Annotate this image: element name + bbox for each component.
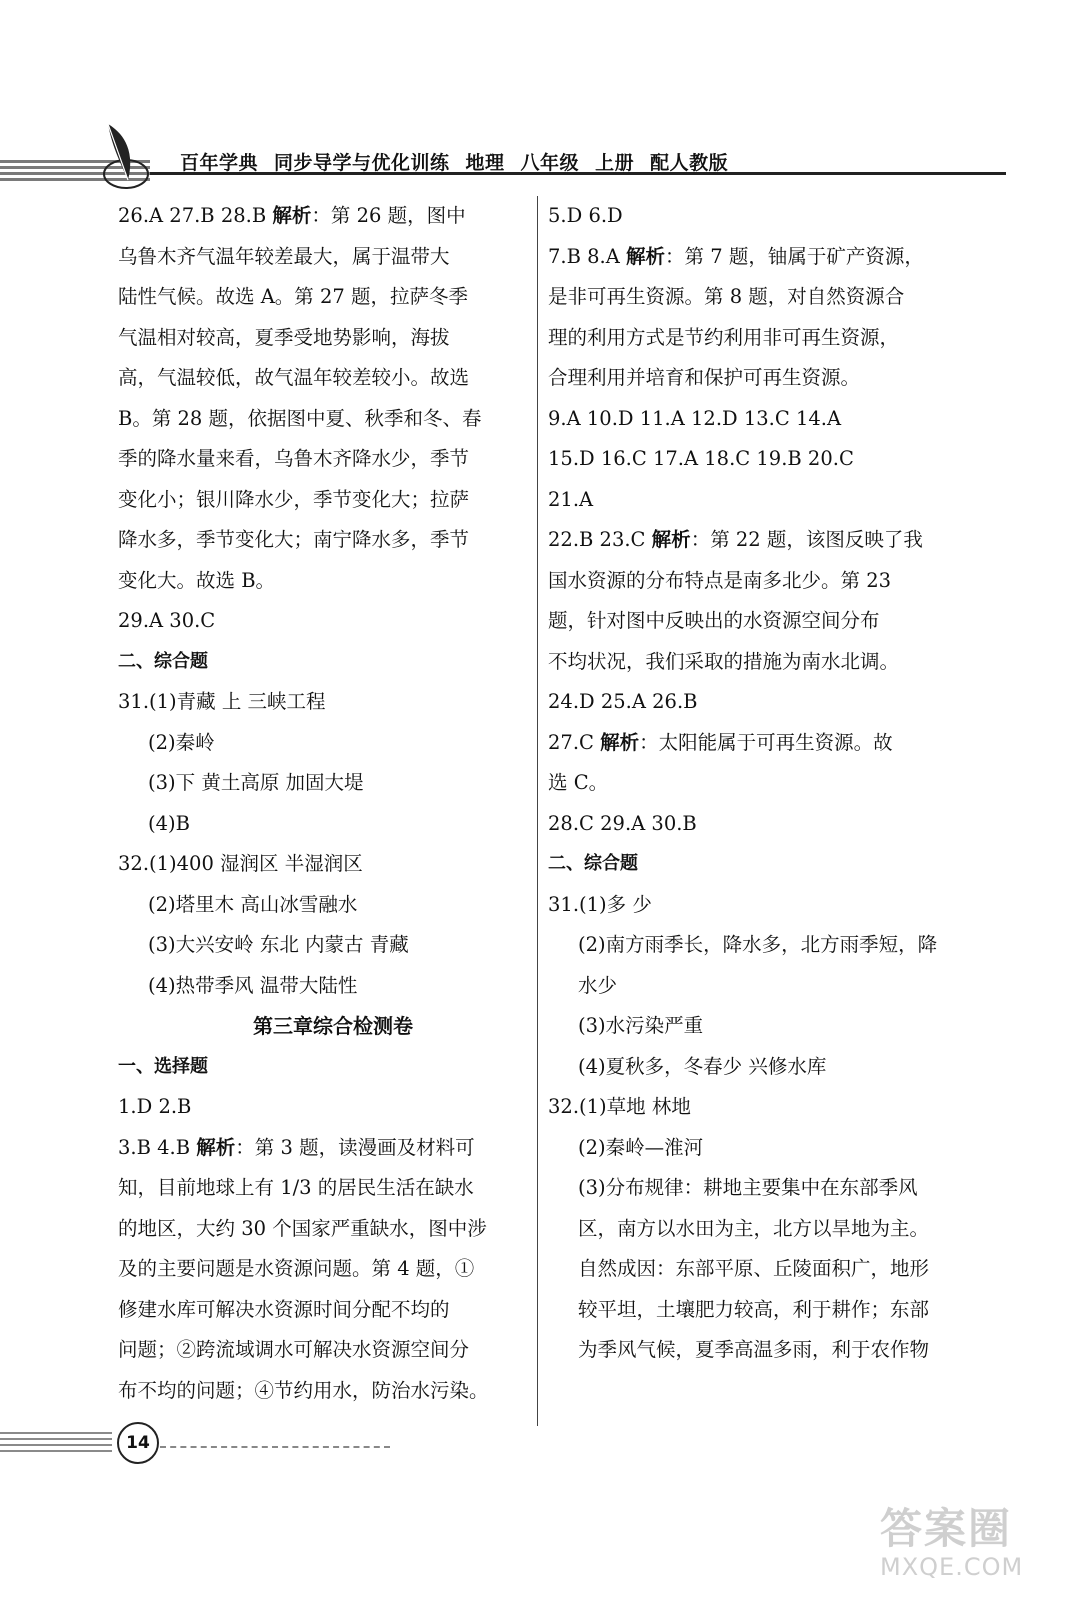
- section-heading: [118, 1047, 528, 1088]
- line-text: 第三章综合检测卷: [253, 1014, 413, 1038]
- section-heading: [548, 844, 978, 885]
- analysis-label: 解析: [196, 1135, 236, 1159]
- line-text-rest: ：第 22 题，该图反映了我: [690, 528, 923, 551]
- line-text: 26.A 27.B 28.B: [118, 204, 273, 227]
- line-text-rest: ：第 7 题，铀属于矿产资源，: [665, 244, 924, 268]
- answer-line: [118, 1087, 528, 1128]
- header-item: 地理: [465, 152, 505, 174]
- header-item: 八年级: [520, 152, 580, 174]
- line-text: 9.A 10.D 11.A 12.D 13.C 14.A: [548, 406, 842, 430]
- answer-line: [548, 763, 978, 804]
- line-text: 不均状况，我们采取的措施为南水北调。: [548, 649, 900, 673]
- answer-line: [548, 1330, 978, 1371]
- line-text: 24.D 25.A 26.B: [548, 690, 698, 713]
- left-column: [118, 196, 528, 1411]
- answer-line: [548, 966, 978, 1007]
- line-text: (2)秦岭: [148, 730, 215, 754]
- header-item: 配人教版: [650, 152, 729, 174]
- line-text: (3)分布规律：耕地主要集中在东部季风: [578, 1176, 918, 1199]
- answer-line: [118, 804, 528, 845]
- line-text: 问题；②跨流域调水可解决水资源空间分: [118, 1338, 470, 1361]
- answer-line: [548, 399, 978, 440]
- line-text: 3.B 4.B: [118, 1135, 197, 1159]
- line-text: 降水多，季节变化大；南宁降水多，季节: [118, 528, 470, 551]
- answer-line: [548, 439, 978, 480]
- answer-line: [118, 885, 528, 926]
- analysis-label: 解析: [651, 528, 691, 551]
- answer-line: [548, 277, 978, 318]
- line-text-rest: ：第 3 题，读漫画及材料可: [235, 1135, 475, 1159]
- answer-line: [118, 480, 528, 521]
- line-text: (3)大兴安岭 东北 内蒙古 青藏: [148, 933, 409, 956]
- line-text: 自然成因：东部平原、丘陵面积广，地形: [578, 1257, 930, 1280]
- line-text: 32.(1)草地 林地: [548, 1095, 691, 1118]
- line-text: 高，气温较低，故气温年较差较小。故选: [118, 366, 470, 389]
- answer-line: [118, 763, 528, 804]
- answer-line: [118, 1290, 528, 1331]
- line-text: 32.(1)400 湿润区 半湿润区: [118, 852, 363, 875]
- answer-line: [118, 1249, 528, 1290]
- answer-line: [118, 237, 528, 278]
- line-text: 是非可再生资源。第 8 题，对自然资源合: [548, 285, 905, 308]
- line-text: 二、综合题: [118, 650, 208, 672]
- line-text: 31.(1)多 少: [548, 892, 652, 916]
- line-text: (4)夏秋多，冬春少 兴修水库: [578, 1054, 827, 1078]
- answer-line: [118, 1371, 528, 1412]
- line-text: 及的主要问题是水资源问题。第 4 题，①: [118, 1257, 475, 1280]
- answer-line: [118, 601, 528, 642]
- answer-line: [548, 196, 978, 237]
- chapter-title: [118, 1006, 528, 1047]
- column-divider: [537, 196, 538, 1426]
- answer-line: [548, 1290, 978, 1331]
- feather-pen-icon: [98, 122, 154, 192]
- answer-line: [118, 723, 528, 764]
- footer-stripes: [0, 1432, 112, 1456]
- line-text: (2)南方雨季长，降水多，北方雨季短，降: [578, 933, 938, 956]
- answer-line: [548, 1128, 978, 1169]
- answer-line: [118, 844, 528, 885]
- answer-line: [548, 520, 978, 561]
- line-text: 1.D 2.B: [118, 1095, 192, 1118]
- answer-line: [548, 1047, 978, 1088]
- answer-line: [118, 277, 528, 318]
- line-text: 7.B 8.A: [548, 244, 627, 268]
- line-text: 29.A 30.C: [118, 609, 216, 632]
- answer-line: [118, 1330, 528, 1371]
- line-text: 31.(1)青藏 上 三峡工程: [118, 690, 326, 713]
- header-item: 同步导学与优化训练: [274, 152, 450, 174]
- answer-line: [118, 1168, 528, 1209]
- line-text: B。第 28 题，依据图中夏、秋季和冬、春: [118, 406, 482, 430]
- answer-line: [118, 399, 528, 440]
- line-text: 21.A: [548, 487, 594, 511]
- line-text: 季的降水量来看，乌鲁木齐降水少，季节: [118, 447, 470, 470]
- answer-line: [548, 480, 978, 521]
- answer-line: [118, 925, 528, 966]
- watermark-url: MXQE.COM: [880, 1553, 1024, 1581]
- answer-line: [548, 1249, 978, 1290]
- line-text: (2)塔里木 高山冰雪融水: [148, 892, 358, 916]
- line-text: 修建水库可解决水资源时间分配不均的: [118, 1297, 450, 1321]
- line-text: 合理利用并培育和保护可再生资源。: [548, 366, 861, 389]
- line-text: 区，南方以水田为主，北方以旱地为主。: [578, 1216, 930, 1240]
- line-text: 为季风气候，夏季高温多雨，利于农作物: [578, 1338, 930, 1361]
- answer-line: [548, 642, 978, 683]
- line-text: 陆性气候。故选 A。第 27 题，拉萨冬季: [118, 285, 468, 308]
- line-text: (4)B: [148, 811, 190, 835]
- answer-line: [548, 1168, 978, 1209]
- answer-line: [118, 1128, 528, 1169]
- line-text: 的地区，大约 30 个国家严重缺水，图中涉: [118, 1216, 487, 1240]
- analysis-label: 解析: [600, 730, 640, 754]
- line-text: 一、选择题: [118, 1055, 208, 1077]
- line-text: (3)水污染严重: [578, 1014, 704, 1037]
- page-number: 14: [117, 1422, 159, 1464]
- answer-line: [548, 561, 978, 602]
- line-text-rest: ：第 26 题，图中: [311, 204, 466, 227]
- line-text: 理的利用方式是节约利用非可再生资源，: [548, 325, 900, 349]
- answer-line: [548, 925, 978, 966]
- answer-line: [118, 682, 528, 723]
- answer-line: [548, 804, 978, 845]
- analysis-label: 解析: [272, 204, 312, 227]
- page-footer: [0, 1418, 420, 1468]
- line-text: 选 C。: [548, 771, 609, 794]
- header-item: 百年学典: [180, 152, 259, 174]
- line-text: 国水资源的分布特点是南多北少。第 23: [548, 568, 892, 592]
- answer-line: [548, 885, 978, 926]
- line-text: 布不均的问题；④节约用水，防治水污染。: [118, 1378, 489, 1402]
- answer-line: [548, 1006, 978, 1047]
- line-text: 27.C: [548, 730, 601, 754]
- line-text: 28.C 29.A 30.B: [548, 811, 697, 835]
- analysis-label: 解析: [626, 244, 666, 268]
- line-text: 题，针对图中反映出的水资源空间分布: [548, 609, 880, 632]
- right-column: [548, 196, 978, 1371]
- answer-line: [548, 358, 978, 399]
- answer-line: [548, 723, 978, 764]
- answer-line: [118, 439, 528, 480]
- line-text: 气温相对较高，夏季受地势影响，海拔: [118, 325, 450, 349]
- section-heading: [118, 642, 528, 683]
- line-text: 5.D 6.D: [548, 204, 623, 227]
- line-text: 水少: [578, 973, 618, 997]
- header-item: 上册: [595, 152, 635, 174]
- watermark-logo: 答案圈: [880, 1504, 1013, 1553]
- answer-line: [118, 561, 528, 602]
- answer-line: [118, 196, 528, 237]
- book-title: [180, 148, 744, 175]
- line-text-rest: ：太阳能属于可再生资源。故: [639, 730, 893, 754]
- answer-line: [548, 1209, 978, 1250]
- footer-dotted-line: [160, 1446, 390, 1448]
- answer-line: [548, 682, 978, 723]
- answer-line: [548, 318, 978, 359]
- line-text: 变化大。故选 B。: [118, 568, 276, 592]
- answer-line: [118, 358, 528, 399]
- line-text: 较平坦，土壤肥力较高，利于耕作；东部: [578, 1297, 930, 1321]
- answer-line: [548, 601, 978, 642]
- page-header: [0, 112, 1081, 192]
- answer-line: [118, 966, 528, 1007]
- line-text: 二、综合题: [548, 853, 638, 874]
- line-text: (4)热带季风 温带大陆性: [148, 973, 358, 997]
- watermark: [880, 1505, 1050, 1585]
- answer-line: [548, 1087, 978, 1128]
- line-text: (2)秦岭—淮河: [578, 1135, 704, 1159]
- line-text: 乌鲁木齐气温年较差最大，属于温带大: [118, 244, 450, 268]
- answer-line: [118, 318, 528, 359]
- line-text: 变化小；银川降水少，季节变化大；拉萨: [118, 487, 470, 511]
- line-text: 知，目前地球上有 1/3 的居民生活在缺水: [118, 1176, 474, 1199]
- answer-line: [118, 520, 528, 561]
- line-text: 22.B 23.C: [548, 528, 652, 551]
- line-text: (3)下 黄土高原 加固大堤: [148, 771, 364, 794]
- line-text: 15.D 16.C 17.A 18.C 19.B 20.C: [548, 447, 854, 470]
- answer-line: [548, 237, 978, 278]
- answer-line: [118, 1209, 528, 1250]
